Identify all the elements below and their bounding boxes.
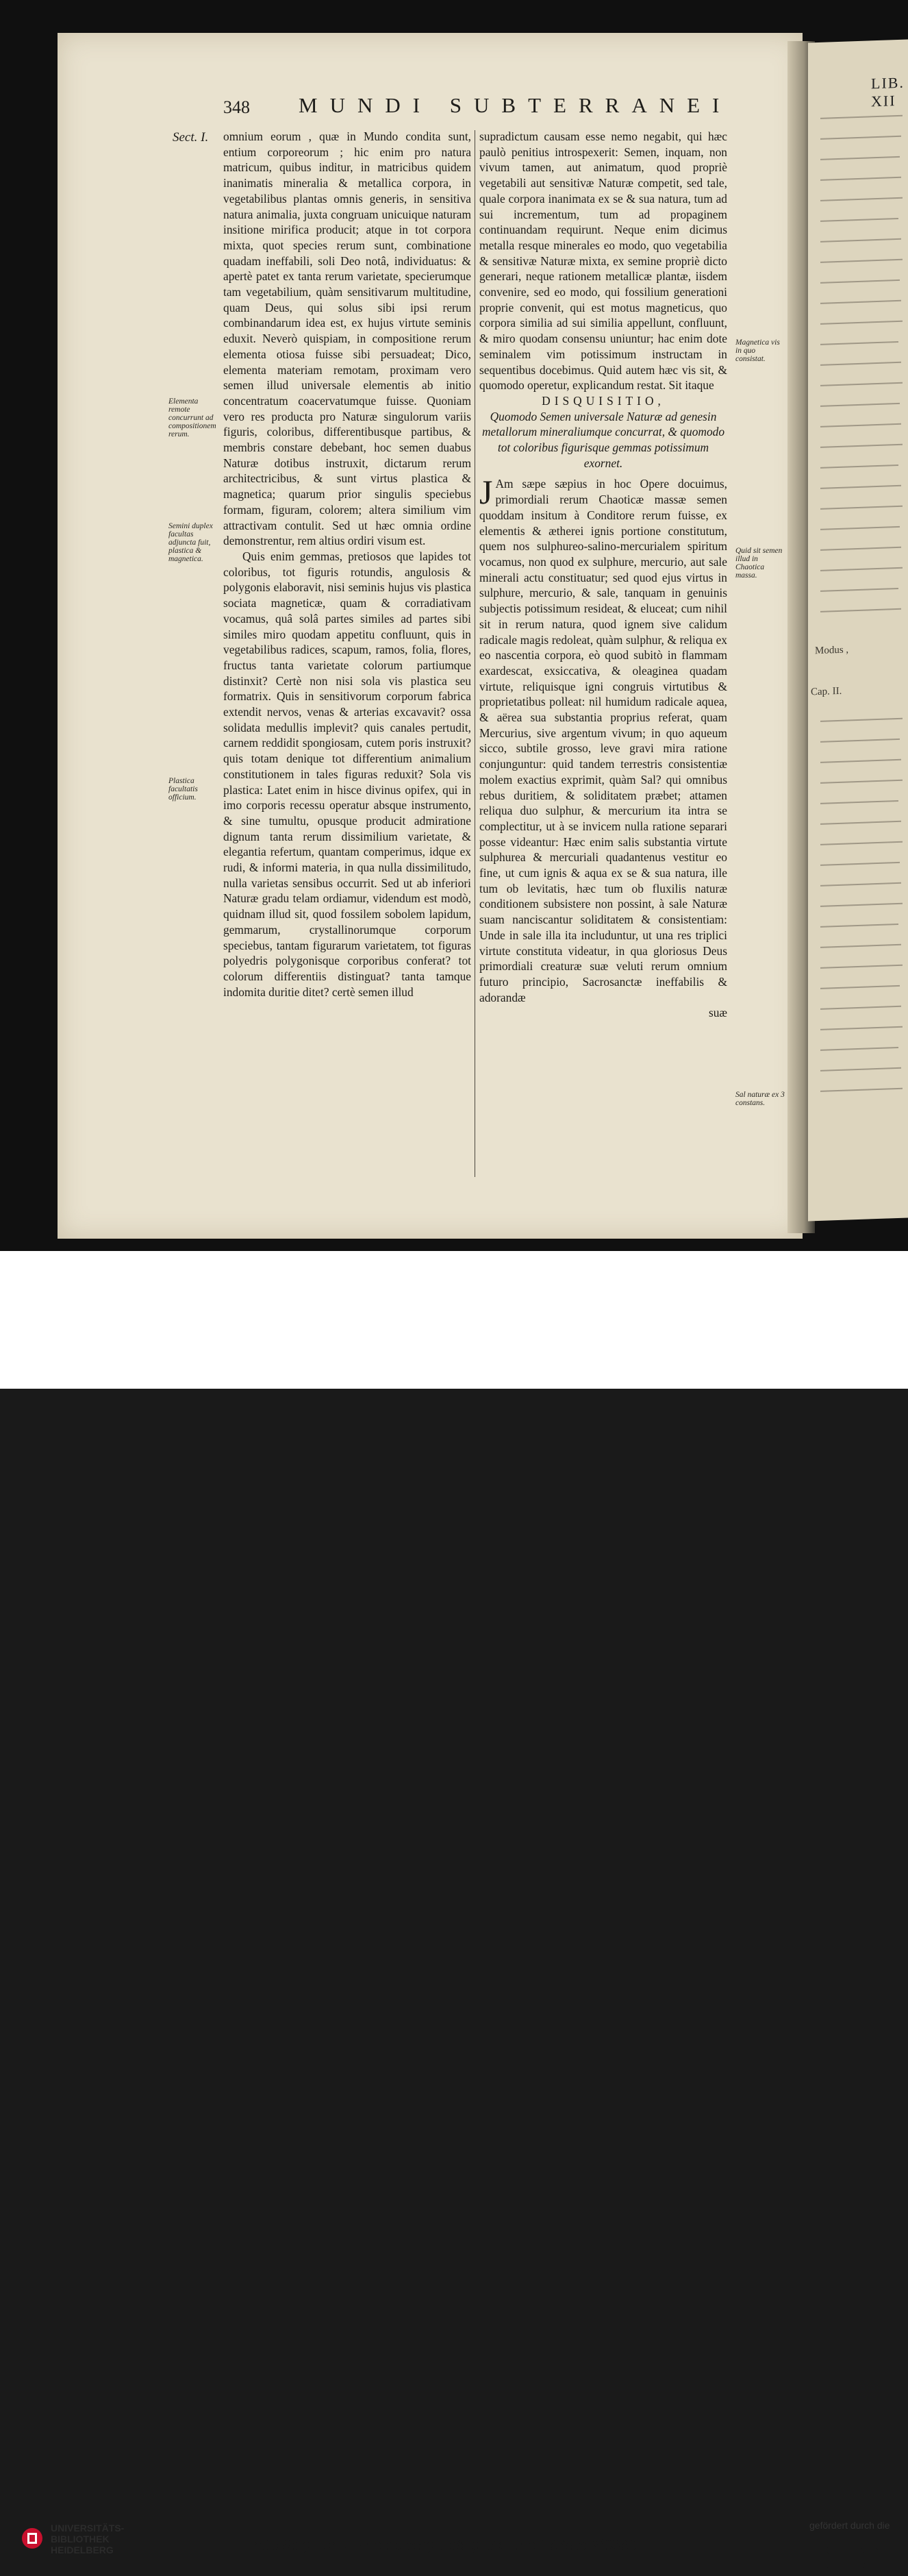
- drop-cap: J: [479, 473, 493, 512]
- right-paragraph-2-text: Am sæpe sæpius in hoc Opere docuimus, primordiali rerum Chaoticæ massæ semen quoddam insitum à Conditore rerum fuisse, ex elementis & ætherei ignis portione constitutum, quem nos sulphureo-salino-mercurialem spiritum vocamus, non quod ex sulphure, mercurio, aut sale minerali actu constituatur; sed quod ejus virtus in sulphure, mercurio, & sale, tanquam in genuinis subjectis potissimum resideat, & eluceat; cum nihil sit in rerum natura, quod ignem sive calidum radicale magis redoleat, quàm sulphur, & reliqua ex eo nascentia corpora, eò quod subitò in flammam exardescat, exsiccativa, & oleaginea quadam virtute, reliquisque igni congruis virtutibus & proprietatibus polleat: nil humidum radicale aquea, & aërea sua substantia proprius referat, quam Mercurius, sive argentum vivum; in quo aqueum sicco, subtile grosso, leve gravi mira ratione conjunguntur: quid tandem terrestris consistentiæ molem exactius exprimit, quàm Sal? qui omnibus rebus duritiem, & soliditatem præbet; attamen reliqua duo sulphur, & mercurium ita intra se complectitur, ut à se invicem nulla ratione separari posse videantur: Hæc enim salis substantia virtute sulphurea & mercuriali quadantenus vestitur eo fine, ut cum ignis & aqua ex se & sua natura, ille tum ob levitatis, hæc tum ob fluxilis naturæ conditionem subsistere non possint, à sale Naturæ suam nanciscantur soliditatem & consistentiam: Unde in sale illa ita includuntur, ut una res triplici virtute constituta videatur, in qua gloriosus Deus primordiali creaturæ suæ veluti rerum omnium futuro principio, Sacrosanctæ ineffabilis & adorandæ: [479, 477, 727, 1004]
- institution-name: UNIVERSITÄTS- BIBLIOTHEK HEIDELBERG: [51, 2523, 125, 2555]
- right-paragraph-2: [479, 473, 727, 1005]
- running-title: MUNDI SUBTERRANEI: [299, 93, 732, 117]
- catchword: suæ: [708, 1006, 727, 1020]
- facing-cap-label: Cap. II.: [811, 685, 842, 698]
- viewer-footer: [0, 1251, 908, 2575]
- right-paragraph-1: supradictum causam esse nemo negabit, qui hæc paulò penitius introspexerit: Semen, inquam, non vivum tamen, aut animatum, quod propriè vegetabili aut sensitivæ Naturæ competit, sed tale, quale corpora inanimata ex se & sua natura, tum ad sui incrementum, tum ad propaginem continuandam requirunt. Neque enim dicimus metalla resque minerales eo modo, quo vegetabilia & sensitivæ Naturæ mixta, ex semine propriè dicto generari, neque rationem metallicæ plantæ, iisdem convenire, sed eo modo, qui fossilium generationi proprie convenit, qui est motus magneticus, quo corpora similia ad sui similia appellunt, confluunt, & miro quodam consensu uniuntur; hac enim dote seminalem vim potissimum instructam in sequentibus docebimus. Quid autem hæc vis sit, & quomodo operetur, explicandum restat. Sit itaque: [479, 129, 727, 393]
- margin-note-left-2: Semini duplex facultas adjuncta fuit, plastica & magnetica.: [168, 522, 213, 563]
- facing-running-title: LIB. XII: [871, 73, 905, 110]
- left-paragraph-2: Quis enim gemmas, pretiosos que lapides tot coloribus, tot figuris rotundis, angulosis & polygonis elaboravit, nisi seminis hujus vis plastica sociata magneticæ, quam & corradiativam vocamus, quâ solâ partes similes ad partes sibi similes miro quodam appetitu confluunt, quis in vegetabilibus radices, scapum, ramos, folia, flores, fructus tanta varietate colorum partiumque distinxit? Certè non nisi sola vis plastica seu formatrix. Quis in sensitivorum corporum fabrica extendit nervos, venas & arterias excavavit? ossa solidata medullis implevit? quis canales pertudit, carnem reddidit spongiosam, cutem poris instruxit? quis totam denique tot differentium animalium constitutionem in tales figuras reduxit? Sola vis plastica: Latet enim in hisce divinus opifex, qui in imo corporis recessu operatur absque instrumento, & sine tumultu, opusque producit admiratione dignum tanta rerum dissimilium varietate, & elegantia refertum, quantam comperimus, idque ex rudi, & informi materia, in qua nulla dissimilitudo, nulla varietas sensibus occurrit. Sed ut ab inferiori Naturæ gradu telam ordiamur, videndum est modò, quidnam illud sit, quod fossilem sobolem lapidum, gemmarum, crystallinorumque corporum speciebus, tantam figurarum varietatem, tot figuras polyedris polygonisque corporibus conferat? tot colorum differentiis distinguat? tanta tamque indomita duritie ditet? certè semen illud: [223, 549, 471, 999]
- right-column: [479, 129, 727, 1021]
- page-number: 348: [223, 97, 250, 117]
- left-column: [223, 129, 471, 1000]
- university-seal-icon: [21, 2527, 44, 2550]
- margin-note-left-1: Elementa remote concurrunt ad compositionem rerum.: [168, 397, 216, 438]
- scan-area: [0, 0, 908, 1251]
- facing-heading: Modus ,: [815, 644, 849, 657]
- margin-note-left-3: Plastica facultatis officium.: [168, 777, 198, 802]
- dfg-logo: DFG: [812, 2540, 883, 2575]
- page-header: [162, 93, 751, 119]
- section-label: Sect. I.: [173, 130, 209, 145]
- disquisitio-title: DISQUISITIO,: [542, 393, 665, 408]
- left-paragraph-1: omnium eorum , quæ in Mundo condita sunt, entium corporeorum ; hic enim pro natura matricum, quibus inditur, in matricibus quidem inanimatis mineralia & metallica corpora, in vegetabilibus plantas omnis generis, in sensitiva natura animalia, juxta congruam unicuique naturam insitione mirifica producit; atque in tot corpora mixta, quot species rerum sunt, combinatione quadam ineffabili, soli Deo notâ, individuatus: & apertè patet ex tanta rerum varietate, specierumque tam vegetabilium, quàm sensitivarum multitudine, quam Deus, qui solus sibi ipsi rerum combinandarum idea est, ex hujus virtute seminis eduxit. Neverò quispiam, in compositione rerum elementa otiosa fuisse sibi persuadeat; Dico, elementa materiam remotam, proximam vero semen illud universale elementis ab initio concentratum coacervatumque fuisse. Quoniam vero res producta pro Naturæ singulorum variis figuris, coloribus, differentibusque partibus, & membris constare debebant, hoc semen duabus Naturæ dotibus instruxit, dictarum rerum architectricibus, & sunt virtus plastica & magnetica; quarum prior singulis speciebus formam, figuram, colorem; altera similium vim attractivam contulit. Sed ut hæc omnia ordine demonstrentur, rem altius ordiri visum est.: [223, 129, 471, 548]
- funding-caption: gefördert durch die: [809, 2520, 890, 2531]
- facing-page-fragment: [808, 39, 908, 1221]
- margin-note-right-2: Quid sit semen illud in Chaotica massa.: [735, 547, 783, 580]
- margin-note-right-1: Magnetica vis in quo consistat.: [735, 338, 780, 363]
- permalink-url[interactable]: http://digi.ub.uni-heidelberg.de/diglit/kircher1678bd2/0360: [253, 2536, 638, 2553]
- disquisitio-subtitle: Quomodo Semen universale Naturæ ad genesin metallorum mineraliumque concurrat, & quomodo tot coloribus figurisque gemmas potissimum exornet.: [481, 409, 725, 470]
- margin-note-right-3: Sal naturæ ex 3 constans.: [735, 1091, 785, 1107]
